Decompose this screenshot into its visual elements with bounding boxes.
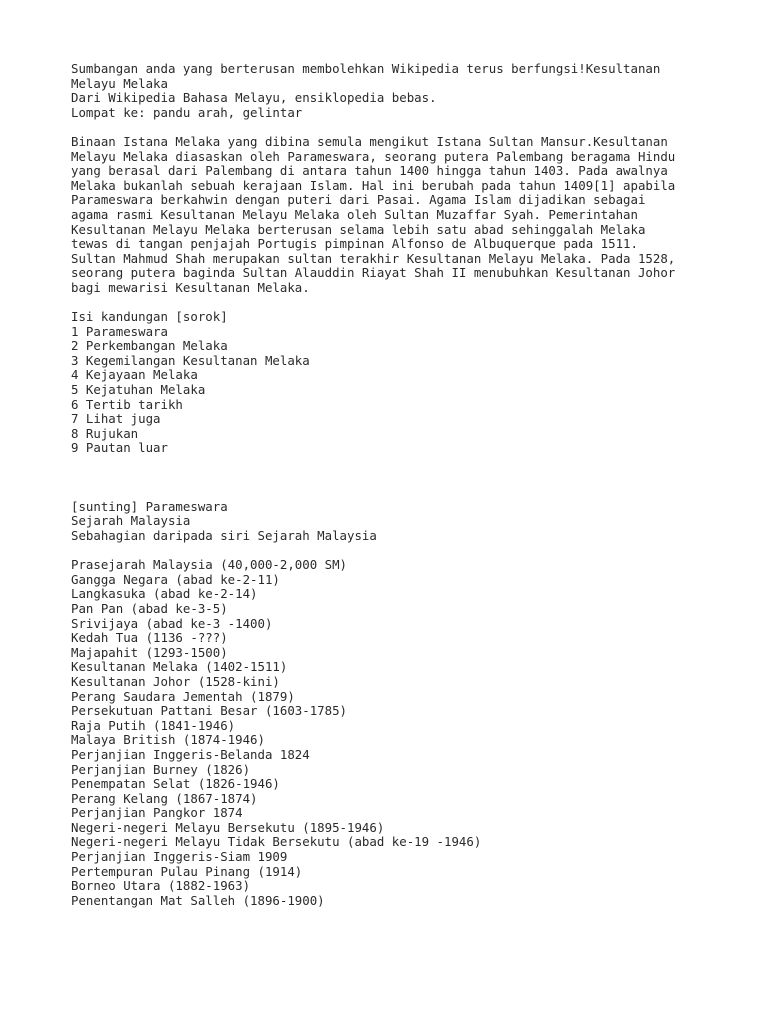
timeline-item: Kesultanan Melaka (1402-1511) [71, 659, 288, 675]
intro-paragraph [71, 135, 711, 296]
header-line: Lompat ke: pandu arah, gelintar [71, 104, 303, 120]
document-page [71, 62, 711, 908]
header-line: Sumbangan anda yang berterusan membolehkan Wikipedia terus berfungsi!Kesultanan [71, 61, 661, 76]
timeline-item: Borneo Utara (1882-1963) [71, 878, 251, 894]
toc-item: 6 Tertib tarikh [71, 396, 183, 412]
section-caption: Sebahagian daripada siri Sejarah Malaysia [71, 528, 377, 544]
timeline-item: Malaya British (1874-1946) [71, 732, 265, 748]
section-header [71, 500, 711, 544]
timeline-item: Pertempuran Pulau Pinang (1914) [71, 863, 303, 879]
header-line: Dari Wikipedia Bahasa Melayu, ensiklopedia bebas. [71, 90, 437, 106]
intro-line: Melayu Melaka diasaskan oleh Parameswara, seorang putera Palembang beragama Hindu [71, 148, 676, 164]
timeline-item: Srivijaya (abad ke-3 -1400) [71, 615, 273, 631]
timeline-item: Perjanjian Inggeris-Belanda 1824 [71, 746, 310, 762]
toc-item: 7 Lihat juga [71, 411, 161, 427]
header-block [71, 62, 711, 120]
timeline-item: Kesultanan Johor (1528-kini) [71, 673, 280, 689]
timeline-item: Perjanjian Inggeris-Siam 1909 [71, 849, 288, 865]
timeline-item: Negeri-negeri Melayu Bersekutu (1895-1946) [71, 819, 385, 835]
intro-line: Parameswara berkahwin dengan puteri dari Pasai. Agama Islam dijadikan sebagai [71, 192, 646, 208]
timeline-item: Penentangan Mat Salleh (1896-1900) [71, 892, 325, 908]
timeline-item: Perang Kelang (1867-1874) [71, 790, 258, 806]
timeline-item: Kedah Tua (1136 -???) [71, 630, 228, 646]
toc-item: 1 Parameswara [71, 323, 168, 339]
intro-line: Sultan Mahmud Shah merupakan sultan terakhir Kesultanan Melayu Melaka. Pada 1528, [71, 250, 676, 266]
timeline-item: Majapahit (1293-1500) [71, 644, 228, 660]
header-line: Melayu Melaka [71, 75, 168, 91]
intro-line: seorang putera baginda Sultan Alauddin Riayat Shah II menubuhkan Kesultanan Johor [71, 265, 676, 281]
timeline-item: Raja Putih (1841-1946) [71, 717, 236, 733]
toc-item: 4 Kejayaan Melaka [71, 367, 198, 383]
intro-line: Melaka bukanlah sebuah kerajaan Islam. Hal ini berubah pada tahun 1409[1] apabila [71, 177, 676, 193]
intro-line: Kesultanan Melayu Melaka berterusan selama lebih satu abad sehinggalah Melaka [71, 221, 646, 237]
timeline-item: Perjanjian Pangkor 1874 [71, 805, 243, 821]
timeline-item: Gangga Negara (abad ke-2-11) [71, 571, 280, 587]
timeline-item: Perang Saudara Jementah (1879) [71, 688, 295, 704]
timeline-item: Perjanjian Burney (1826) [71, 761, 251, 777]
toc-item: 8 Rujukan [71, 425, 139, 441]
timeline-item: Negeri-negeri Melayu Tidak Bersekutu (abad ke-19 -1946) [71, 834, 482, 850]
timeline-list [71, 558, 711, 908]
toc-item: 2 Perkembangan Melaka [71, 338, 228, 354]
intro-line: yang berasal dari Palembang di antara tahun 1400 hingga tahun 1403. Pada awalnya [71, 163, 668, 179]
timeline-item: Persekutuan Pattani Besar (1603-1785) [71, 703, 348, 719]
intro-line: bagi mewarisi Kesultanan Melaka. [71, 279, 310, 295]
timeline-item: Pan Pan (abad ke-3-5) [71, 600, 228, 616]
section-title: [sunting] Parameswara [71, 498, 228, 514]
toc-heading: Isi kandungan [sorok] [71, 309, 228, 325]
toc-item: 9 Pautan luar [71, 440, 168, 456]
toc-item: 3 Kegemilangan Kesultanan Melaka [71, 352, 310, 368]
intro-line: Binaan Istana Melaka yang dibina semula mengikut Istana Sultan Mansur.Kesultanan [71, 133, 668, 149]
timeline-item: Penempatan Selat (1826-1946) [71, 776, 280, 792]
table-of-contents [71, 310, 711, 456]
timeline-item: Langkasuka (abad ke-2-14) [71, 586, 258, 602]
intro-line: tewas di tangan penjajah Portugis pimpinan Alfonso de Albuquerque pada 1511. [71, 236, 638, 252]
intro-line: agama rasmi Kesultanan Melayu Melaka oleh Sultan Muzaffar Syah. Pemerintahan [71, 206, 638, 222]
toc-item: 5 Kejatuhan Melaka [71, 382, 206, 398]
timeline-item: Prasejarah Malaysia (40,000-2,000 SM) [71, 557, 348, 573]
section-subtitle: Sejarah Malaysia [71, 513, 191, 529]
